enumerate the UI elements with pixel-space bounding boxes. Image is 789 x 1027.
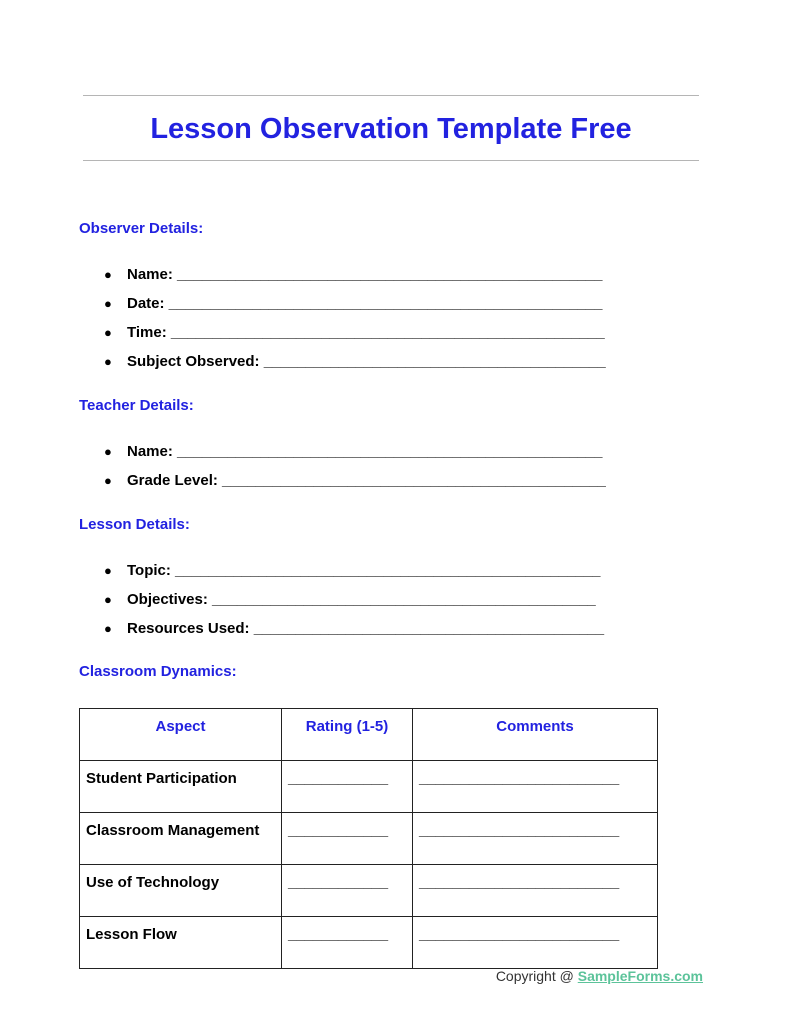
observer-details-heading: Observer Details: (79, 220, 204, 237)
rating-cell[interactable]: ____________ (282, 917, 413, 969)
aspect-cell: Student Participation (80, 761, 282, 813)
bullet-icon: ● (104, 354, 112, 369)
aspect-cell: Classroom Management (80, 813, 282, 865)
rating-column-header: Rating (1-5) (282, 709, 413, 761)
bullet-icon: ● (104, 267, 112, 282)
field-label: Subject Observed: _________________________________________ (127, 353, 606, 370)
classroom-dynamics-table (79, 708, 658, 969)
table-header-row (80, 709, 658, 761)
table-row (80, 761, 658, 813)
aspect-cell: Lesson Flow (80, 917, 282, 969)
classroom-dynamics-heading: Classroom Dynamics: (79, 663, 237, 680)
comments-column-header: Comments (413, 709, 658, 761)
aspect-column-header: Aspect (80, 709, 282, 761)
field-label: Name: ___________________________________________________ (127, 266, 603, 283)
field-label: Resources Used: __________________________________________ (127, 620, 605, 637)
field-label: Name: ___________________________________________________ (127, 443, 603, 460)
table-row (80, 865, 658, 917)
table-row (80, 917, 658, 969)
page-title: Lesson Observation Template Free (150, 113, 632, 145)
field-label: Objectives: ______________________________________________ (127, 591, 596, 608)
title-top-rule (83, 95, 699, 96)
field-label: Date: ____________________________________________________ (127, 295, 603, 312)
bullet-icon: ● (104, 296, 112, 311)
field-label: Grade Level: ______________________________________________ (127, 472, 606, 489)
rating-cell[interactable]: ____________ (282, 813, 413, 865)
comments-cell[interactable]: ________________________ (413, 917, 658, 969)
teacher-details-heading: Teacher Details: (79, 397, 194, 414)
copyright-prefix: Copyright @ (495, 968, 578, 984)
rating-cell[interactable]: ____________ (282, 761, 413, 813)
table-row (80, 813, 658, 865)
bullet-icon: ● (104, 592, 112, 607)
rating-cell[interactable]: ____________ (282, 865, 413, 917)
sampleforms-link[interactable]: SampleForms.com (577, 968, 703, 984)
aspect-cell: Use of Technology (80, 865, 282, 917)
bullet-icon: ● (104, 444, 112, 459)
bullet-icon: ● (104, 325, 112, 340)
field-label: Time: ____________________________________________________ (127, 324, 605, 341)
copyright-footer (496, 966, 703, 986)
comments-cell[interactable]: ________________________ (413, 813, 658, 865)
bullet-icon: ● (104, 621, 112, 636)
bullet-icon: ● (104, 563, 112, 578)
field-label: Topic: ___________________________________________________ (127, 562, 601, 579)
comments-cell[interactable]: ________________________ (413, 761, 658, 813)
title-bottom-rule (83, 160, 699, 161)
bullet-icon: ● (104, 473, 112, 488)
lesson-details-heading: Lesson Details: (79, 516, 190, 533)
comments-cell[interactable]: ________________________ (413, 865, 658, 917)
